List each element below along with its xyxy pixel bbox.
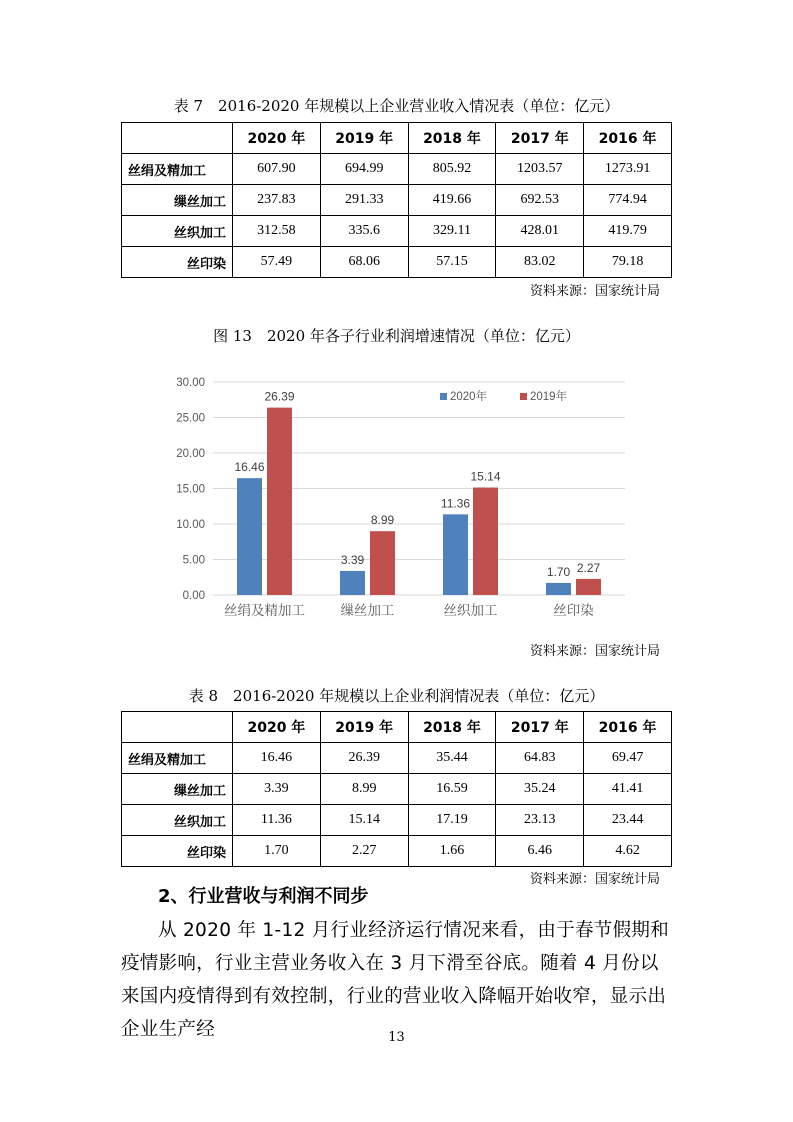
row-label: 丝印染 <box>122 247 233 278</box>
data-label: 8.99 <box>370 513 395 528</box>
row-label: 丝印染 <box>122 836 233 867</box>
bar-1-2 <box>473 488 498 595</box>
row-label: 缫丝加工 <box>122 774 233 805</box>
table-row <box>122 805 672 836</box>
table-row <box>122 774 672 805</box>
x-tick-label: 丝印染 <box>553 603 594 618</box>
table-header-row <box>122 712 672 743</box>
data-label: 26.39 <box>264 389 295 404</box>
column-header: 2016 年 <box>584 712 672 743</box>
data-label: 3.39 <box>340 552 365 567</box>
y-tick-label: 30.00 <box>176 377 205 389</box>
row-label: 丝绢及精加工 <box>122 743 233 774</box>
table-cell: 68.06 <box>320 247 408 278</box>
table-cell: 694.99 <box>320 154 408 185</box>
table-cell: 1.66 <box>408 836 496 867</box>
x-tick-label: 丝绢及精加工 <box>224 603 305 618</box>
data-label: 16.46 <box>234 460 265 475</box>
bar-0-1 <box>340 571 365 595</box>
table-cell: 83.02 <box>496 247 584 278</box>
column-header: 2020 年 <box>233 123 321 154</box>
table-cell: 17.19 <box>408 805 496 836</box>
table-cell: 15.14 <box>320 805 408 836</box>
profit-growth-bar-chart <box>155 365 635 635</box>
table8-caption: 表 8 2016-2020 年规模以上企业利润情况表（单位：亿元） <box>188 687 605 705</box>
data-label: 11.36 <box>440 496 471 511</box>
legend-label: 2020年 <box>450 391 488 403</box>
table7-source: 资料来源：国家统计局 <box>529 284 660 299</box>
data-label: 1.70 <box>546 564 571 579</box>
bar-0-3 <box>546 583 571 595</box>
legend-swatch <box>520 393 527 400</box>
bar-1-1 <box>370 531 395 595</box>
table-cell: 1203.57 <box>496 154 584 185</box>
table-header-row <box>122 123 672 154</box>
table-row <box>122 743 672 774</box>
column-header: 2016 年 <box>584 123 672 154</box>
section-heading: 2、行业营收与利润不同步 <box>158 886 369 907</box>
column-header: 2019 年 <box>320 123 408 154</box>
table-corner-cell <box>122 712 233 743</box>
table-cell: 35.24 <box>496 774 584 805</box>
table-cell: 35.44 <box>408 743 496 774</box>
row-label: 丝织加工 <box>122 216 233 247</box>
column-header: 2019 年 <box>320 712 408 743</box>
table-row <box>122 247 672 278</box>
data-label: 15.14 <box>470 469 501 484</box>
table-cell: 692.53 <box>496 185 584 216</box>
table-row <box>122 154 672 185</box>
y-tick-label: 10.00 <box>176 519 205 531</box>
table7 <box>121 122 672 278</box>
table-cell: 57.49 <box>233 247 321 278</box>
table-cell: 4.62 <box>584 836 672 867</box>
bar-0-2 <box>443 514 468 595</box>
y-tick-label: 20.00 <box>176 448 205 460</box>
table-cell: 2.27 <box>320 836 408 867</box>
table-cell: 64.83 <box>496 743 584 774</box>
table-cell: 16.59 <box>408 774 496 805</box>
table-cell: 607.90 <box>233 154 321 185</box>
table-cell: 3.39 <box>233 774 321 805</box>
table8 <box>121 711 672 867</box>
table7-caption: 表 7 2016-2020 年规模以上企业营业收入情况表（单位：亿元） <box>173 97 620 115</box>
y-tick-label: 15.00 <box>176 483 205 496</box>
table-cell: 237.83 <box>233 185 321 216</box>
y-tick-label: 5.00 <box>182 554 205 567</box>
table-cell: 57.15 <box>408 247 496 278</box>
legend-label: 2019年 <box>530 391 568 403</box>
table-cell: 419.79 <box>584 216 672 247</box>
table-cell: 16.46 <box>233 743 321 774</box>
row-label: 丝织加工 <box>122 805 233 836</box>
table-cell: 23.13 <box>496 805 584 836</box>
column-header: 2020 年 <box>233 712 321 743</box>
column-header: 2017 年 <box>496 712 584 743</box>
table-cell: 329.11 <box>408 216 496 247</box>
y-tick-label: 25.00 <box>176 412 205 425</box>
bar-0-0 <box>237 478 262 595</box>
table-row <box>122 216 672 247</box>
table-cell: 291.33 <box>320 185 408 216</box>
table-cell: 8.99 <box>320 774 408 805</box>
table8-source: 资料来源：国家统计局 <box>529 872 660 887</box>
bar-1-0 <box>267 408 292 595</box>
table-corner-cell <box>122 123 233 154</box>
table-cell: 805.92 <box>408 154 496 185</box>
table-cell: 774.94 <box>584 185 672 216</box>
figure13-caption: 图 13 2020 年各子行业利润增速情况（单位：亿元） <box>213 327 580 345</box>
table-cell: 26.39 <box>320 743 408 774</box>
table-row <box>122 836 672 867</box>
table-cell: 419.66 <box>408 185 496 216</box>
table-cell: 335.6 <box>320 216 408 247</box>
bar-1-3 <box>576 579 601 595</box>
legend-swatch <box>440 393 447 400</box>
table-cell: 23.44 <box>584 805 672 836</box>
table-cell: 11.36 <box>233 805 321 836</box>
column-header: 2018 年 <box>408 123 496 154</box>
y-tick-label: 0.00 <box>182 590 205 602</box>
table-cell: 428.01 <box>496 216 584 247</box>
x-tick-label: 丝织加工 <box>443 603 498 618</box>
body-paragraph: 从 2020 年 1-12 月行业经济运行情况来看，由于春节假期和疫情影响，行业主营业务收入在 3 月下滑至谷底。随着 4 月份以来国内疫情得到有效控制，行业的营业收入降幅开始收窄，显示出企业生产经 <box>121 920 669 1040</box>
table-cell: 1.70 <box>233 836 321 867</box>
table-cell: 1273.91 <box>584 154 672 185</box>
table-row <box>122 185 672 216</box>
row-label: 丝绢及精加工 <box>122 154 233 185</box>
column-header: 2017 年 <box>496 123 584 154</box>
table-cell: 6.46 <box>496 836 584 867</box>
table-cell: 79.18 <box>584 247 672 278</box>
table-cell: 41.41 <box>584 774 672 805</box>
page-number: 13 <box>388 1030 405 1045</box>
x-tick-label: 缫丝加工 <box>340 603 395 618</box>
table-cell: 312.58 <box>233 216 321 247</box>
figure13-source: 资料来源：国家统计局 <box>529 644 660 659</box>
table-cell: 69.47 <box>584 743 672 774</box>
data-label: 2.27 <box>576 560 601 575</box>
row-label: 缫丝加工 <box>122 185 233 216</box>
column-header: 2018 年 <box>408 712 496 743</box>
